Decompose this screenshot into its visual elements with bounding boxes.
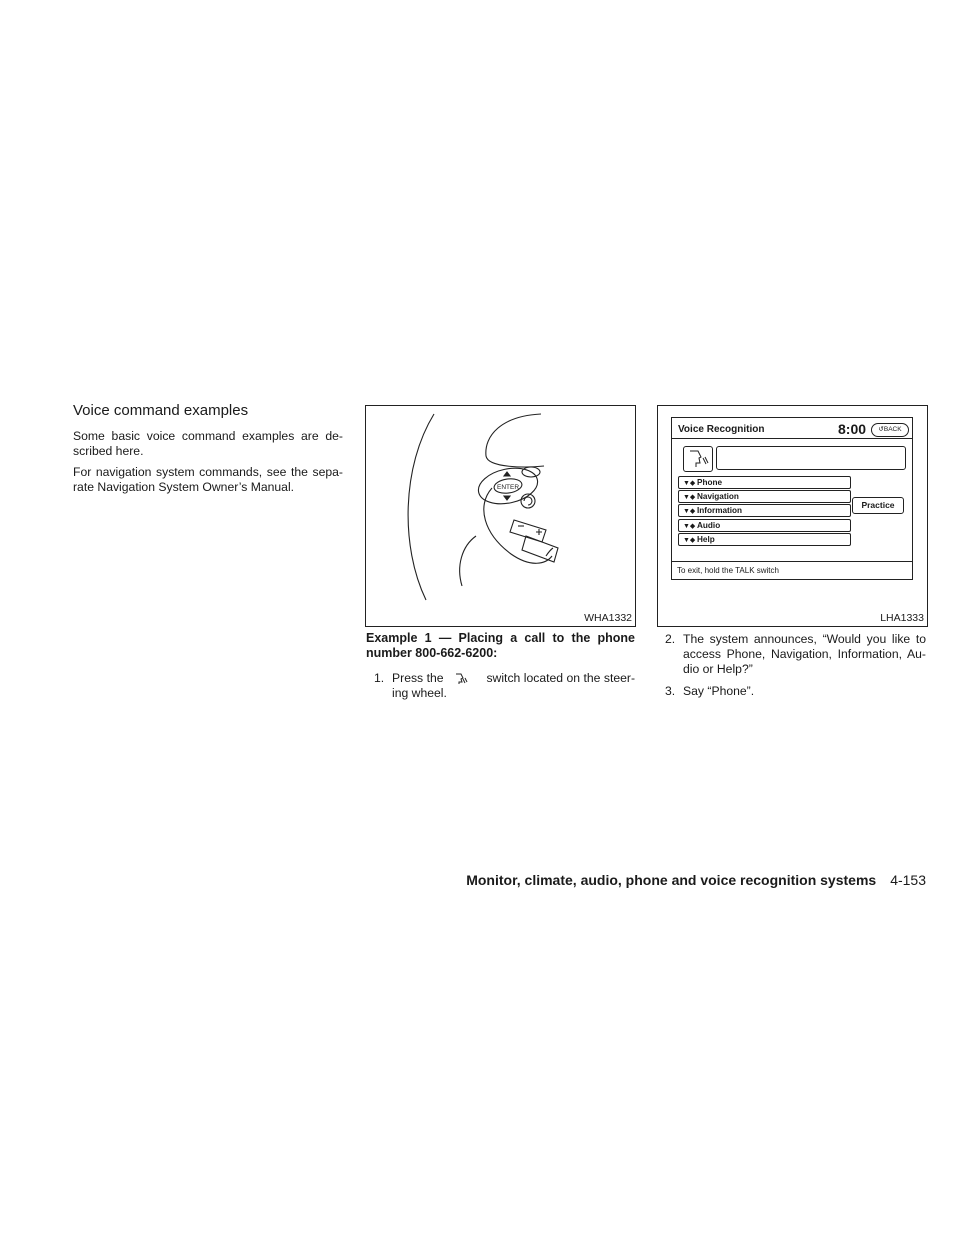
voice-command-icon: ▼◆ [683, 494, 696, 501]
intro-paragraph: Some basic voice command examples are de-scribed here. [73, 429, 343, 458]
step-2: 2. The system announces, “Would you like to access Phone, Navigation, Information, Au-dio or Help?” [665, 632, 926, 676]
voice-recognition-figure [657, 405, 928, 627]
header-divider [672, 438, 912, 439]
talk-switch-icon [447, 672, 483, 686]
clock-display: 8:00 [838, 421, 867, 437]
voice-prompt-box [683, 446, 713, 472]
menu-item-help[interactable]: ▼◆ Help [678, 533, 851, 546]
hint-divider [672, 561, 912, 562]
step-3: 3. Say “Phone”. [665, 684, 755, 698]
voice-recognition-screen [671, 417, 913, 580]
voice-command-icon: ▼◆ [683, 523, 696, 530]
page-footer [466, 872, 926, 888]
figure-code: WHA1332 [584, 612, 632, 624]
navigation-note-paragraph: For navigation system commands, see the sepa-rate Navigation System Owner’s Manual. [73, 465, 343, 494]
step-1-text-after: switch located on the steer-ing wheel. [392, 671, 636, 700]
example-heading: Example 1 — Placing a call to the phone number 800-662-6200: [366, 631, 635, 660]
screen-title: Voice Recognition [678, 424, 765, 435]
step-1-text-before: Press the [392, 671, 444, 685]
back-button-label: BACK [883, 426, 902, 433]
steering-wheel-illustration [366, 406, 635, 626]
step-1: 1. Press the switch located on the steer-ing wheel. [374, 671, 636, 700]
menu-item-navigation[interactable]: ▼◆ Navigation [678, 490, 851, 503]
footer-section-title: Monitor, climate, audio, phone and voice recognition systems [466, 872, 877, 888]
figure-code: LHA1333 [880, 612, 924, 624]
page-number: 4-153 [890, 872, 926, 888]
steering-wheel-figure [365, 405, 636, 627]
recognition-text-field [716, 446, 906, 470]
menu-item-information[interactable]: ▼◆ Information [678, 504, 851, 517]
section-title: Voice command examples [73, 402, 249, 419]
enter-button-label: ENTER [497, 484, 520, 491]
voice-command-icon: ▼◆ [683, 508, 696, 515]
menu-item-phone[interactable]: ▼◆ Phone [678, 476, 851, 489]
menu-item-audio[interactable]: ▼◆ Audio [678, 519, 851, 532]
back-button[interactable] [871, 423, 909, 437]
practice-button[interactable]: Practice [852, 497, 904, 514]
voice-command-icon: ▼◆ [683, 537, 696, 544]
voice-command-icon: ▼◆ [683, 480, 696, 487]
back-arrow-icon: ↺ [878, 426, 884, 433]
exit-hint: To exit, hold the TALK switch [677, 566, 779, 575]
speaking-head-icon [684, 447, 712, 471]
